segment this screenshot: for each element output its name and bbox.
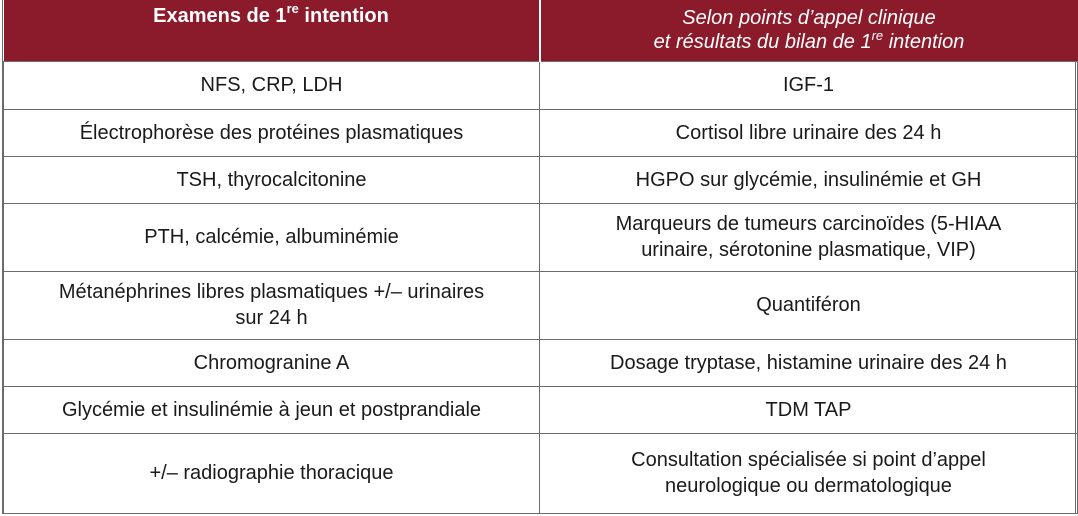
clinical-cell bbox=[540, 109, 1078, 156]
first-line-cell bbox=[4, 339, 540, 386]
header-clinical-orientation bbox=[540, 0, 1078, 61]
clinical-cell bbox=[540, 339, 1078, 386]
first-line-cell bbox=[4, 109, 540, 156]
table-row bbox=[4, 203, 1078, 271]
table-row bbox=[4, 386, 1078, 433]
cell-line: PTH, calcémie, albuminémie bbox=[144, 226, 399, 248]
first-line-cell bbox=[4, 433, 540, 513]
header-right-line-1: Selon points d’appel clinique bbox=[682, 7, 936, 30]
cell-line: sur 24 h bbox=[235, 307, 308, 329]
header-right-line2-sup: re bbox=[871, 27, 884, 43]
exam-table bbox=[3, 0, 1078, 514]
header-left-prefix: Examens de 1 bbox=[153, 5, 287, 27]
header-right-line2-suffix: intention bbox=[883, 31, 965, 54]
table-row bbox=[4, 61, 1078, 109]
header-right-line2-prefix: et résultats du bilan de 1 bbox=[653, 31, 872, 54]
table-row bbox=[4, 109, 1078, 156]
cell-line: NFS, CRP, LDH bbox=[200, 74, 343, 96]
first-line-cell bbox=[4, 386, 540, 433]
exam-table-container bbox=[2, 0, 1076, 514]
table-body bbox=[4, 61, 1078, 513]
header-right-line-2 bbox=[549, 27, 1070, 54]
header-left-sup: re bbox=[286, 1, 299, 17]
first-line-cell bbox=[4, 203, 540, 271]
header-left-suffix: intention bbox=[298, 5, 389, 27]
cell-line: Quantiféron bbox=[756, 294, 861, 316]
cell-line: HGPO sur glycémie, insulinémie et GH bbox=[635, 168, 982, 191]
cell-line: urinaire, sérotonine plasmatique, VIP) bbox=[641, 239, 976, 261]
cell-line: Cortisol libre urinaire des 24 h bbox=[675, 121, 942, 144]
cell-line: Consultation spécialisée si point d’appel bbox=[631, 449, 986, 471]
table-row bbox=[4, 433, 1078, 513]
clinical-cell bbox=[540, 203, 1078, 271]
cell-line: TSH, thyrocalcitonine bbox=[176, 168, 367, 191]
cell-line: Marqueurs de tumeurs carcinoïdes (5-HIAA bbox=[615, 213, 1002, 235]
clinical-cell bbox=[540, 156, 1078, 203]
cell-line: Dosage tryptase, histamine urinaire des 24 h bbox=[610, 351, 1007, 374]
header-first-line-exams bbox=[4, 0, 540, 61]
table-row bbox=[4, 339, 1078, 386]
table-row bbox=[4, 156, 1078, 203]
header-row bbox=[4, 0, 1078, 61]
table-row bbox=[4, 271, 1078, 339]
clinical-cell bbox=[540, 61, 1078, 109]
clinical-cell bbox=[540, 386, 1078, 433]
cell-line: neurologique ou dermatologique bbox=[665, 475, 952, 497]
cell-line: TDM TAP bbox=[765, 398, 852, 421]
first-line-cell bbox=[4, 271, 540, 339]
cell-line: Chromogranine A bbox=[193, 351, 350, 374]
cell-line: Métanéphrines libres plasmatiques +/– urinaires bbox=[58, 281, 485, 303]
cell-line: Glycémie et insulinémie à jeun et postprandiale bbox=[61, 398, 482, 421]
clinical-cell bbox=[540, 433, 1078, 513]
first-line-cell bbox=[4, 156, 540, 203]
table-header bbox=[4, 0, 1078, 61]
first-line-cell bbox=[4, 61, 540, 109]
cell-line: IGF-1 bbox=[782, 74, 835, 96]
clinical-cell bbox=[540, 271, 1078, 339]
cell-line: Électrophorèse des protéines plasmatiques bbox=[79, 121, 464, 144]
cell-line: +/– radiographie thoracique bbox=[149, 462, 394, 484]
